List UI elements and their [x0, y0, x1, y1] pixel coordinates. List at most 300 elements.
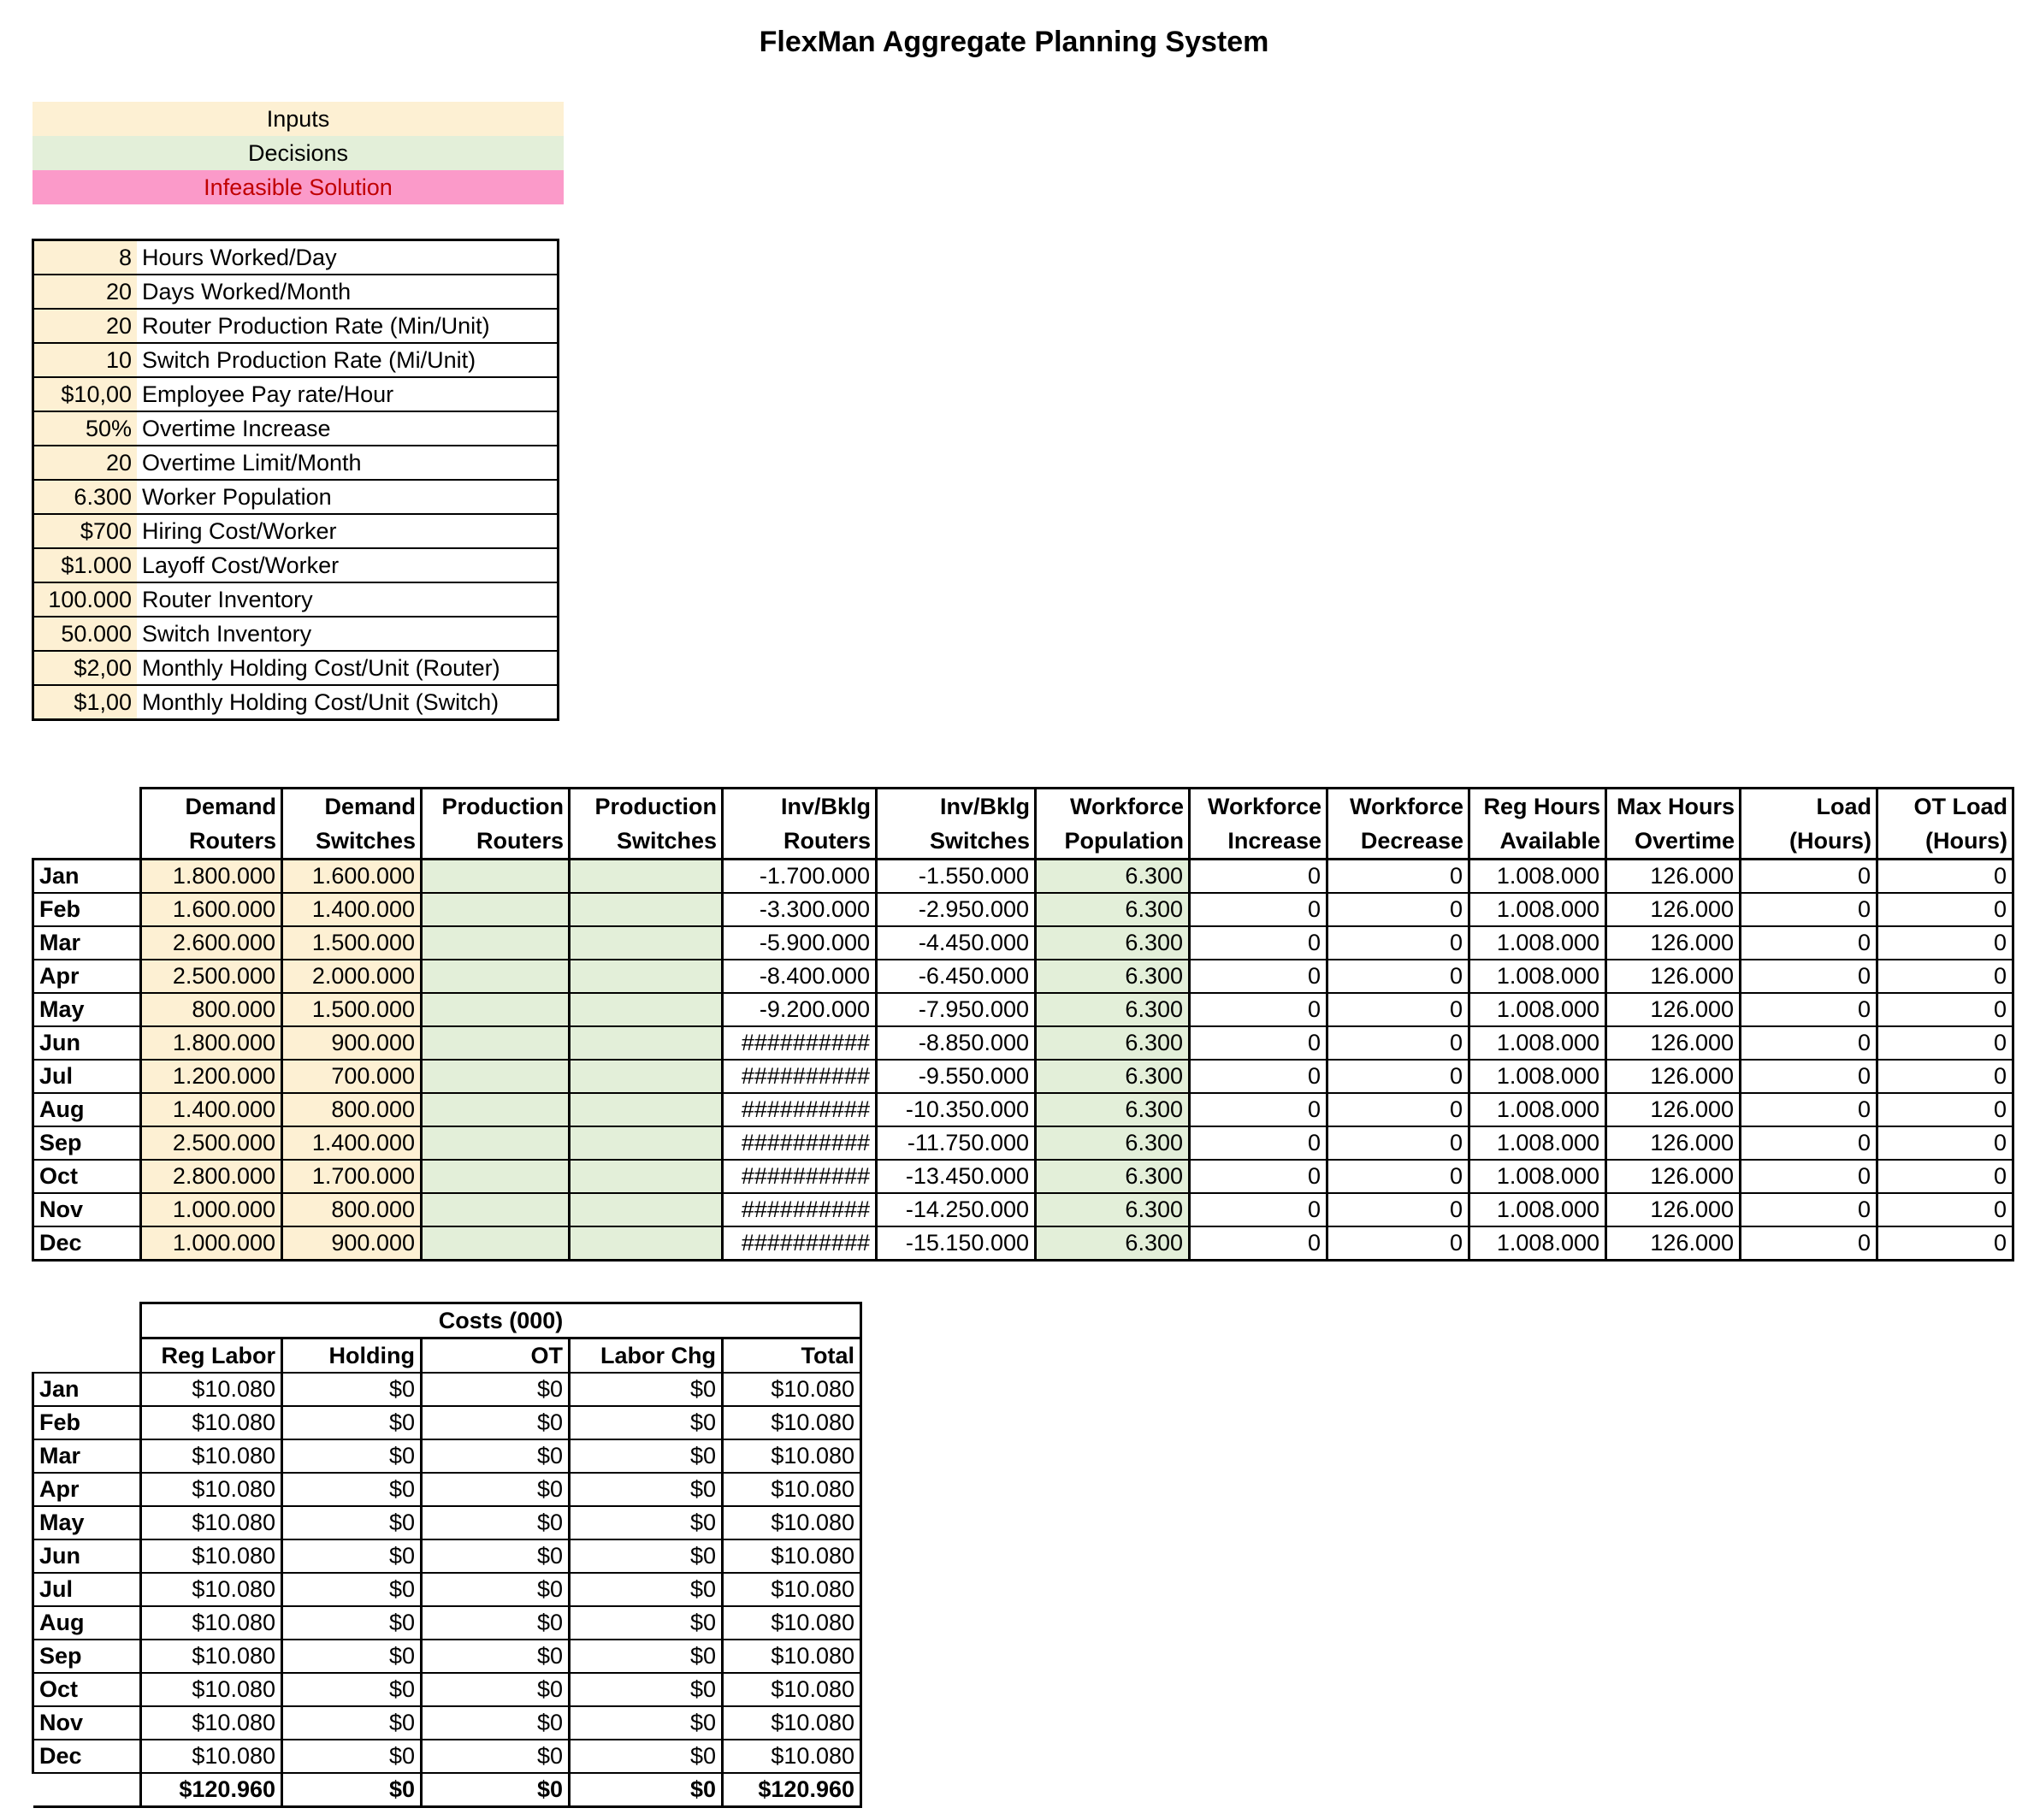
month-label: Aug — [33, 1093, 141, 1126]
parameter-label: Monthly Holding Cost/Unit (Router) — [137, 651, 559, 685]
production-switches-decision[interactable] — [570, 1160, 723, 1193]
parameter-row — [33, 343, 559, 377]
production-switches-decision[interactable] — [570, 893, 723, 926]
demand-switches-input[interactable]: 900.000 — [282, 1226, 422, 1261]
workforce-decrease-cell: 0 — [1327, 1026, 1469, 1060]
parameter-label: Employee Pay rate/Hour — [137, 377, 559, 411]
parameter-row — [33, 309, 559, 343]
workforce-increase-cell: 0 — [1190, 1193, 1327, 1226]
header-line-1: Inv/Bklg — [780, 794, 871, 819]
workforce-population-decision[interactable]: 6.300 — [1036, 1093, 1190, 1126]
plan-row — [33, 1126, 2013, 1160]
cost-row — [33, 1740, 861, 1773]
parameter-label: Switch Production Rate (Mi/Unit) — [137, 343, 559, 377]
cost-row — [33, 1606, 861, 1640]
inventory-routers-cell: ########## — [723, 1160, 877, 1193]
cost-hold-cell: $0 — [282, 1640, 422, 1673]
production-routers-decision[interactable] — [422, 1126, 570, 1160]
parameter-value-input[interactable]: 100.000 — [33, 582, 138, 617]
parameter-value-input[interactable]: 20 — [33, 275, 138, 309]
parameter-value-input[interactable]: 6.300 — [33, 480, 138, 514]
workforce-decrease-cell: 0 — [1327, 993, 1469, 1026]
month-label: Jul — [33, 1060, 141, 1093]
demand-routers-input[interactable]: 800.000 — [141, 993, 282, 1026]
load-cell: 0 — [1741, 926, 1877, 960]
inventory-switches-cell: -14.250.000 — [877, 1193, 1036, 1226]
ot-load-cell: 0 — [1877, 1060, 2013, 1093]
parameter-row — [33, 240, 559, 275]
cost-row — [33, 1573, 861, 1606]
cost-hold-cell: $0 — [282, 1439, 422, 1473]
inventory-routers-cell: -1.700.000 — [723, 860, 877, 894]
cost-reg-cell: $10.080 — [141, 1706, 282, 1740]
demand-switches-input[interactable]: 900.000 — [282, 1026, 422, 1060]
inventory-routers-cell: ########## — [723, 1126, 877, 1160]
cost-column-header: Total — [723, 1338, 861, 1374]
parameter-value-input[interactable]: $10,00 — [33, 377, 138, 411]
plan-column-header — [141, 789, 282, 860]
cost-totals-row — [33, 1773, 861, 1807]
demand-routers-input[interactable]: 1.200.000 — [141, 1060, 282, 1093]
plan-row — [33, 1060, 2013, 1093]
max-overtime-cell: 126.000 — [1606, 893, 1741, 926]
month-label: Nov — [33, 1706, 141, 1740]
header-line-1: Reg Hours — [1483, 794, 1600, 819]
cost-total-reg-cell: $120.960 — [141, 1773, 282, 1807]
cost-chg-cell: $0 — [570, 1473, 723, 1506]
production-routers-decision[interactable] — [422, 860, 570, 894]
cost-chg-cell: $0 — [570, 1439, 723, 1473]
header-line-1: Demand — [324, 794, 416, 819]
load-cell: 0 — [1741, 893, 1877, 926]
header-line-2: Available — [1499, 828, 1600, 854]
parameter-value-input[interactable]: 50% — [33, 411, 138, 446]
plan-row — [33, 1093, 2013, 1126]
cost-chg-cell: $0 — [570, 1406, 723, 1439]
cost-total-cell: $10.080 — [723, 1673, 861, 1706]
header-line-2: (Hours) — [1789, 828, 1871, 854]
workforce-decrease-cell: 0 — [1327, 1060, 1469, 1093]
cost-hold-cell: $0 — [282, 1573, 422, 1606]
cost-hold-cell: $0 — [282, 1473, 422, 1506]
cost-row — [33, 1473, 861, 1506]
cost-ot-cell: $0 — [422, 1606, 570, 1640]
cost-column-header: Labor Chg — [570, 1338, 723, 1374]
production-routers-decision[interactable] — [422, 960, 570, 993]
header-line-1: Workforce — [1349, 794, 1463, 819]
workforce-increase-cell: 0 — [1190, 1026, 1327, 1060]
parameter-label: Router Production Rate (Min/Unit) — [137, 309, 559, 343]
workforce-population-decision[interactable]: 6.300 — [1036, 1026, 1190, 1060]
cost-total-chg-cell: $0 — [570, 1773, 723, 1807]
header-line-2: Switches — [315, 828, 416, 854]
ot-load-cell: 0 — [1877, 1226, 2013, 1261]
cost-chg-cell: $0 — [570, 1539, 723, 1573]
ot-load-cell: 0 — [1877, 1093, 2013, 1126]
load-cell: 0 — [1741, 1026, 1877, 1060]
cost-total-cell: $10.080 — [723, 1506, 861, 1539]
demand-switches-input[interactable]: 1.500.000 — [282, 993, 422, 1026]
production-switches-decision[interactable] — [570, 926, 723, 960]
cost-ot-cell: $0 — [422, 1573, 570, 1606]
reg-hours-cell: 1.008.000 — [1469, 1160, 1606, 1193]
inventory-switches-cell: -2.950.000 — [877, 893, 1036, 926]
header-line-1: Workforce — [1207, 794, 1321, 819]
demand-switches-input[interactable]: 1.400.000 — [282, 893, 422, 926]
parameter-row — [33, 480, 559, 514]
header-line-1: OT Load — [1913, 794, 2007, 819]
workforce-population-decision[interactable]: 6.300 — [1036, 1060, 1190, 1093]
month-label: Nov — [33, 1193, 141, 1226]
demand-routers-input[interactable]: 1.000.000 — [141, 1193, 282, 1226]
workforce-population-decision[interactable]: 6.300 — [1036, 993, 1190, 1026]
plan-row — [33, 1160, 2013, 1193]
workforce-decrease-cell: 0 — [1327, 926, 1469, 960]
cost-row — [33, 1406, 861, 1439]
reg-hours-cell: 1.008.000 — [1469, 926, 1606, 960]
plan-row — [33, 893, 2013, 926]
legend-decisions: Decisions — [33, 136, 564, 170]
inventory-routers-cell: ########## — [723, 1093, 877, 1126]
month-label: Feb — [33, 893, 141, 926]
max-overtime-cell: 126.000 — [1606, 1160, 1741, 1193]
production-switches-decision[interactable] — [570, 1126, 723, 1160]
parameter-value-input[interactable]: $2,00 — [33, 651, 138, 685]
load-cell: 0 — [1741, 1226, 1877, 1261]
demand-routers-input[interactable]: 1.000.000 — [141, 1226, 282, 1261]
plan-column-header — [1741, 789, 1877, 860]
plan-row — [33, 993, 2013, 1026]
production-switches-decision[interactable] — [570, 993, 723, 1026]
production-plan-table — [32, 787, 2014, 1262]
parameter-label: Hiring Cost/Worker — [137, 514, 559, 548]
workforce-population-decision[interactable]: 6.300 — [1036, 1193, 1190, 1226]
production-routers-decision[interactable] — [422, 1226, 570, 1261]
month-label: Jun — [33, 1026, 141, 1060]
cost-chg-cell: $0 — [570, 1573, 723, 1606]
header-line-1: Demand — [185, 794, 276, 819]
workforce-population-decision[interactable]: 6.300 — [1036, 1160, 1190, 1193]
workforce-decrease-cell: 0 — [1327, 1093, 1469, 1126]
production-switches-decision[interactable] — [570, 1093, 723, 1126]
header-line-2: Increase — [1227, 828, 1321, 854]
cost-total-cell: $10.080 — [723, 1740, 861, 1773]
load-cell: 0 — [1741, 1160, 1877, 1193]
load-cell: 0 — [1741, 1193, 1877, 1226]
cost-total-ot-cell: $0 — [422, 1773, 570, 1807]
parameter-value-input[interactable]: $1.000 — [33, 548, 138, 582]
parameter-label: Monthly Holding Cost/Unit (Switch) — [142, 688, 500, 715]
demand-routers-input[interactable]: 1.600.000 — [141, 893, 282, 926]
ot-load-cell: 0 — [1877, 960, 2013, 993]
cost-total-cell: $10.080 — [723, 1573, 861, 1606]
cost-chg-cell: $0 — [570, 1640, 723, 1673]
month-label: May — [33, 1506, 141, 1539]
plan-column-header — [570, 789, 723, 860]
cost-reg-cell: $10.080 — [141, 1606, 282, 1640]
inventory-routers-cell: ########## — [723, 1060, 877, 1093]
demand-routers-input[interactable]: 2.800.000 — [141, 1160, 282, 1193]
max-overtime-cell: 126.000 — [1606, 1060, 1741, 1093]
production-switches-decision[interactable] — [570, 960, 723, 993]
cost-row — [33, 1706, 861, 1740]
cost-hold-cell: $0 — [282, 1506, 422, 1539]
workforce-increase-cell: 0 — [1190, 1060, 1327, 1093]
legend-infeasible: Infeasible Solution — [33, 170, 564, 204]
header-line-1: Workforce — [1069, 794, 1184, 819]
corner-cell — [33, 1303, 141, 1338]
plan-row — [33, 1026, 2013, 1060]
plan-row — [33, 926, 2013, 960]
demand-switches-input[interactable]: 800.000 — [282, 1093, 422, 1126]
parameter-label: Switch Inventory — [137, 617, 559, 651]
parameter-value-input[interactable]: 8 — [33, 240, 138, 275]
month-label: Mar — [33, 1439, 141, 1473]
max-overtime-cell: 126.000 — [1606, 1193, 1741, 1226]
cost-ot-cell: $0 — [422, 1439, 570, 1473]
workforce-population-decision[interactable]: 6.300 — [1036, 1126, 1190, 1160]
parameters-table — [32, 239, 559, 721]
production-routers-decision[interactable] — [422, 1060, 570, 1093]
workforce-decrease-cell: 0 — [1327, 1193, 1469, 1226]
production-switches-decision[interactable] — [570, 1226, 723, 1261]
reg-hours-cell: 1.008.000 — [1469, 1226, 1606, 1261]
header-line-1: Max Hours — [1616, 794, 1735, 819]
header-line-1: Production — [594, 794, 717, 819]
cost-hold-cell: $0 — [282, 1606, 422, 1640]
demand-routers-input[interactable]: 1.800.000 — [141, 860, 282, 894]
parameter-value-input[interactable]: $700 — [33, 514, 138, 548]
cost-total-cell: $10.080 — [723, 1373, 861, 1406]
production-routers-decision[interactable] — [422, 926, 570, 960]
demand-switches-input[interactable]: 1.700.000 — [282, 1160, 422, 1193]
page-title: FlexMan Aggregate Planning System — [759, 26, 1269, 58]
demand-switches-input[interactable]: 1.600.000 — [282, 860, 422, 894]
demand-switches-input[interactable]: 2.000.000 — [282, 960, 422, 993]
month-label: Dec — [33, 1740, 141, 1773]
workforce-population-decision[interactable]: 6.300 — [1036, 860, 1190, 894]
cost-ot-cell: $0 — [422, 1473, 570, 1506]
load-cell: 0 — [1741, 960, 1877, 993]
max-overtime-cell: 126.000 — [1606, 1093, 1741, 1126]
parameter-label: Overtime Limit/Month — [137, 446, 559, 480]
workforce-increase-cell: 0 — [1190, 1226, 1327, 1261]
production-switches-decision[interactable] — [570, 1193, 723, 1226]
parameter-value-input[interactable]: 20 — [33, 446, 138, 480]
workforce-increase-cell: 0 — [1190, 993, 1327, 1026]
cost-reg-cell: $10.080 — [141, 1373, 282, 1406]
plan-column-header — [1469, 789, 1606, 860]
month-label: Feb — [33, 1406, 141, 1439]
ot-load-cell: 0 — [1877, 1126, 2013, 1160]
parameter-row — [33, 617, 559, 651]
production-routers-decision[interactable] — [422, 1093, 570, 1126]
legend-inputs: Inputs — [33, 102, 564, 136]
color-legend — [33, 102, 564, 204]
cost-hold-cell: $0 — [282, 1740, 422, 1773]
production-routers-decision[interactable] — [422, 993, 570, 1026]
cost-hold-cell: $0 — [282, 1673, 422, 1706]
demand-switches-input[interactable]: 1.400.000 — [282, 1126, 422, 1160]
demand-routers-input[interactable]: 2.600.000 — [141, 926, 282, 960]
workforce-population-decision[interactable]: 6.300 — [1036, 1226, 1190, 1261]
month-label: Oct — [33, 1673, 141, 1706]
max-overtime-cell: 126.000 — [1606, 926, 1741, 960]
max-overtime-cell: 126.000 — [1606, 1226, 1741, 1261]
parameter-value-input[interactable]: $1,00 — [33, 685, 138, 720]
cost-chg-cell: $0 — [570, 1506, 723, 1539]
cost-total-cell: $10.080 — [723, 1539, 861, 1573]
plan-column-header — [877, 789, 1036, 860]
month-label: Jan — [33, 1373, 141, 1406]
demand-switches-input[interactable]: 700.000 — [282, 1060, 422, 1093]
load-cell: 0 — [1741, 993, 1877, 1026]
ot-load-cell: 0 — [1877, 860, 2013, 894]
month-label: Jun — [33, 1539, 141, 1573]
parameter-row — [33, 275, 559, 309]
inventory-routers-cell: -5.900.000 — [723, 926, 877, 960]
workforce-decrease-cell: 0 — [1327, 1126, 1469, 1160]
inventory-routers-cell: -9.200.000 — [723, 993, 877, 1026]
parameter-label: Router Inventory — [137, 582, 559, 617]
plan-column-header — [282, 789, 422, 860]
ot-load-cell: 0 — [1877, 1193, 2013, 1226]
parameter-row — [33, 411, 559, 446]
cost-hold-cell: $0 — [282, 1406, 422, 1439]
month-label: Apr — [33, 960, 141, 993]
cost-column-header: OT — [422, 1338, 570, 1374]
cost-reg-cell: $10.080 — [141, 1439, 282, 1473]
reg-hours-cell: 1.008.000 — [1469, 1193, 1606, 1226]
parameter-value-input[interactable]: 10 — [33, 343, 138, 377]
plan-row — [33, 960, 2013, 993]
cost-ot-cell: $0 — [422, 1740, 570, 1773]
inventory-switches-cell: -13.450.000 — [877, 1160, 1036, 1193]
totals-blank — [33, 1773, 141, 1807]
costs-table — [32, 1302, 862, 1808]
workforce-increase-cell: 0 — [1190, 860, 1327, 894]
inventory-switches-cell: -7.950.000 — [877, 993, 1036, 1026]
production-routers-decision[interactable] — [422, 893, 570, 926]
inventory-routers-cell: -3.300.000 — [723, 893, 877, 926]
inventory-routers-cell: ########## — [723, 1026, 877, 1060]
corner-cell — [33, 1338, 141, 1374]
cost-row — [33, 1506, 861, 1539]
parameter-value-input[interactable]: 50.000 — [33, 617, 138, 651]
cost-row — [33, 1673, 861, 1706]
inventory-switches-cell: -10.350.000 — [877, 1093, 1036, 1126]
production-switches-decision[interactable] — [570, 860, 723, 894]
max-overtime-cell: 126.000 — [1606, 960, 1741, 993]
cost-total-cell: $10.080 — [723, 1640, 861, 1673]
cost-chg-cell: $0 — [570, 1706, 723, 1740]
cost-reg-cell: $10.080 — [141, 1506, 282, 1539]
cost-chg-cell: $0 — [570, 1606, 723, 1640]
plan-column-header — [1036, 789, 1190, 860]
inventory-switches-cell: -8.850.000 — [877, 1026, 1036, 1060]
workforce-decrease-cell: 0 — [1327, 1226, 1469, 1261]
workforce-increase-cell: 0 — [1190, 960, 1327, 993]
workforce-decrease-cell: 0 — [1327, 893, 1469, 926]
plan-column-header — [1190, 789, 1327, 860]
parameter-row — [33, 651, 559, 685]
cost-reg-cell: $10.080 — [141, 1573, 282, 1606]
workforce-increase-cell: 0 — [1190, 926, 1327, 960]
plan-row — [33, 1226, 2013, 1261]
workforce-increase-cell: 0 — [1190, 893, 1327, 926]
cost-total-cell: $10.080 — [723, 1473, 861, 1506]
production-routers-decision[interactable] — [422, 1160, 570, 1193]
parameter-value-input[interactable]: 20 — [33, 309, 138, 343]
cost-total-cell: $10.080 — [723, 1706, 861, 1740]
plan-column-header — [1327, 789, 1469, 860]
load-cell: 0 — [1741, 1060, 1877, 1093]
workforce-increase-cell: 0 — [1190, 1093, 1327, 1126]
workforce-population-decision[interactable]: 6.300 — [1036, 926, 1190, 960]
workforce-population-decision[interactable]: 6.300 — [1036, 960, 1190, 993]
plan-column-header — [1877, 789, 2013, 860]
cost-row — [33, 1640, 861, 1673]
production-switches-decision[interactable] — [570, 1026, 723, 1060]
demand-routers-input[interactable]: 2.500.000 — [141, 1126, 282, 1160]
header-line-2: Population — [1064, 828, 1184, 854]
workforce-decrease-cell: 0 — [1327, 1160, 1469, 1193]
cost-total-total-cell: $120.960 — [723, 1773, 861, 1807]
workforce-population-decision[interactable]: 6.300 — [1036, 893, 1190, 926]
ot-load-cell: 0 — [1877, 993, 2013, 1026]
parameter-label: Hours Worked/Day — [137, 240, 559, 275]
inventory-routers-cell: ########## — [723, 1193, 877, 1226]
production-switches-decision[interactable] — [570, 1060, 723, 1093]
inventory-switches-cell: -6.450.000 — [877, 960, 1036, 993]
plan-row — [33, 1193, 2013, 1226]
demand-routers-input[interactable]: 1.400.000 — [141, 1093, 282, 1126]
month-label: Apr — [33, 1473, 141, 1506]
header-line-2: Routers — [188, 828, 276, 854]
workforce-increase-cell: 0 — [1190, 1126, 1327, 1160]
demand-switches-input[interactable]: 1.500.000 — [282, 926, 422, 960]
header-line-2: Switches — [929, 828, 1030, 854]
ot-load-cell: 0 — [1877, 926, 2013, 960]
reg-hours-cell: 1.008.000 — [1469, 1093, 1606, 1126]
header-line-2: Overtime — [1634, 828, 1735, 854]
ot-load-cell: 0 — [1877, 1026, 2013, 1060]
load-cell: 0 — [1741, 1093, 1877, 1126]
demand-routers-input[interactable]: 2.500.000 — [141, 960, 282, 993]
month-label: May — [33, 993, 141, 1026]
parameter-label: Worker Population — [137, 480, 559, 514]
max-overtime-cell: 126.000 — [1606, 993, 1741, 1026]
production-routers-decision[interactable] — [422, 1193, 570, 1226]
demand-switches-input[interactable]: 800.000 — [282, 1193, 422, 1226]
production-routers-decision[interactable] — [422, 1026, 570, 1060]
cost-hold-cell: $0 — [282, 1373, 422, 1406]
workforce-increase-cell: 0 — [1190, 1160, 1327, 1193]
parameter-row — [33, 548, 559, 582]
cost-ot-cell: $0 — [422, 1373, 570, 1406]
parameter-row — [33, 377, 559, 411]
demand-routers-input[interactable]: 1.800.000 — [141, 1026, 282, 1060]
max-overtime-cell: 126.000 — [1606, 1126, 1741, 1160]
header-line-1: Load — [1816, 794, 1871, 819]
inventory-switches-cell: -1.550.000 — [877, 860, 1036, 894]
cost-row — [33, 1539, 861, 1573]
cost-total-cell: $10.080 — [723, 1606, 861, 1640]
reg-hours-cell: 1.008.000 — [1469, 960, 1606, 993]
cost-ot-cell: $0 — [422, 1506, 570, 1539]
costs-group-title: Costs (000) — [141, 1303, 861, 1338]
cost-chg-cell: $0 — [570, 1740, 723, 1773]
